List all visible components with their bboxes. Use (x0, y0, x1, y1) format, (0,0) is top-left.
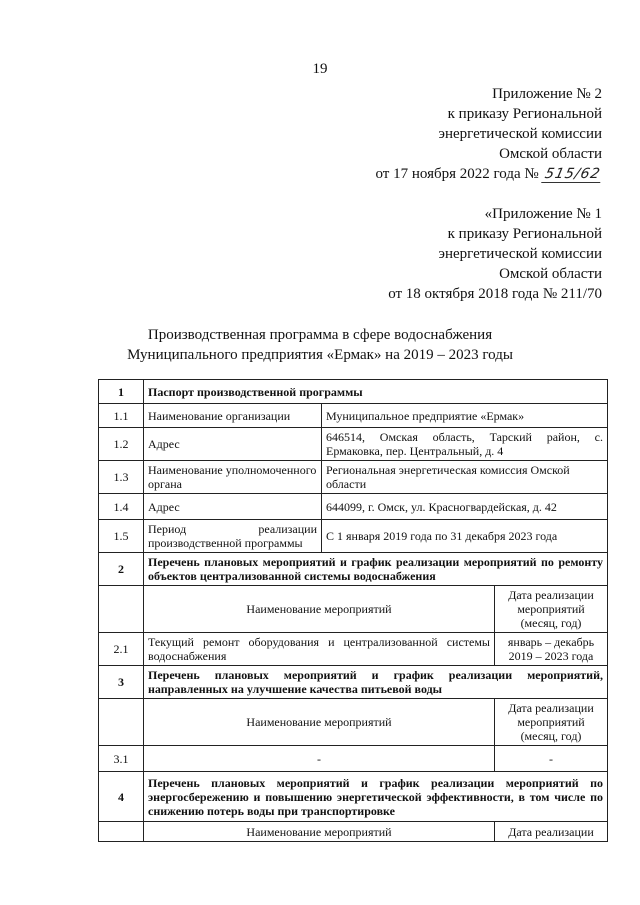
row-activity: - (144, 746, 495, 772)
table-row (99, 633, 608, 666)
row-value: С 1 января 2019 года по 31 декабря 2023 года (322, 520, 608, 553)
document-title (0, 325, 640, 365)
appendix-current-date-text: от 17 ноября 2022 года № (375, 166, 539, 182)
column-header-name: Наименование мероприятий (144, 586, 495, 633)
appendix-current-line1: Приложение № 2 (492, 86, 602, 102)
appendix-previous-line1: «Приложение № 1 (484, 206, 602, 222)
appendix-previous-line2: к приказу Региональной (447, 226, 602, 242)
appendix-current-date (376, 164, 603, 184)
section-1-row (99, 380, 608, 404)
appendix-current-line2: к приказу Региональной (447, 106, 602, 122)
section-title: Паспорт производственной программы (144, 380, 608, 404)
row-number: 1.2 (99, 428, 144, 461)
row-number: 1.3 (99, 461, 144, 494)
row-value: 646514, Омская область, Тарский район, с. Ермаковка, пер. Центральный, д. 4 (322, 428, 608, 461)
empty-cell (99, 699, 144, 746)
row-label: Адрес (144, 428, 322, 461)
empty-cell (99, 586, 144, 633)
column-header-row (99, 699, 608, 746)
row-number: 1.4 (99, 494, 144, 520)
row-label: Адрес (144, 494, 322, 520)
row-number: 1.1 (99, 404, 144, 428)
table-row (99, 461, 608, 494)
section-number: 3 (99, 666, 144, 699)
row-label: Наименование организации (144, 404, 322, 428)
handwritten-order-number: 515/62 (541, 166, 604, 183)
column-header-row (99, 586, 608, 633)
table-row (99, 520, 608, 553)
section-2-row (99, 553, 608, 586)
appendix-previous-line4: Омской области (499, 266, 602, 282)
row-value: Региональная энергетическая комиссия Омской области (322, 461, 608, 494)
row-number: 2.1 (99, 633, 144, 666)
column-header-name: Наименование мероприятий (144, 699, 495, 746)
document-title-line2: Муниципального предприятия «Ермак» на 2019 – 2023 годы (127, 347, 513, 363)
column-header-name: Наименование мероприятий (144, 822, 495, 842)
column-header-date: Дата реализации (495, 822, 608, 842)
appendix-previous-header (388, 204, 602, 304)
column-header-date: Дата реализации мероприятий (месяц, год) (495, 586, 608, 633)
section-number: 1 (99, 380, 144, 404)
appendix-current-line3: энергетической комиссии (438, 126, 602, 142)
section-title: Перечень плановых мероприятий и график реализации мероприятий по энергосбережению и повышению энергетической эффективности, в том числе по снижению потерь воды при транспортировке (144, 772, 608, 822)
appendix-current-line4: Омской области (499, 146, 602, 162)
row-number: 3.1 (99, 746, 144, 772)
row-number: 1.5 (99, 520, 144, 553)
production-program-table (98, 379, 608, 842)
table-row (99, 494, 608, 520)
appendix-previous-line3: энергетической комиссии (438, 246, 602, 262)
table-row (99, 404, 608, 428)
appendix-current-header (376, 84, 603, 184)
empty-cell (99, 822, 144, 842)
page-number: 19 (312, 61, 328, 77)
section-4-row (99, 772, 608, 822)
column-header-row (99, 822, 608, 842)
table-row (99, 746, 608, 772)
row-date: - (495, 746, 608, 772)
table-row (99, 428, 608, 461)
row-value: 644099, г. Омск, ул. Красногвардейская, д. 42 (322, 494, 608, 520)
section-number: 4 (99, 772, 144, 822)
row-label: Наименование уполномоченного органа (144, 461, 322, 494)
section-number: 2 (99, 553, 144, 586)
document-title-line1: Производственная программа в сфере водоснабжения (147, 327, 493, 343)
row-date: январь – декабрь 2019 – 2023 года (495, 633, 608, 666)
section-3-row (99, 666, 608, 699)
appendix-previous-date: от 18 октября 2018 года № 211/70 (388, 286, 602, 302)
row-value: Муниципальное предприятие «Ермак» (322, 404, 608, 428)
row-label: Период реализации производственной программы (144, 520, 322, 553)
section-title: Перечень плановых мероприятий и график реализации мероприятий, направленных на улучшение качества питьевой воды (144, 666, 608, 699)
column-header-date: Дата реализации мероприятий (месяц, год) (495, 699, 608, 746)
row-activity: Текущий ремонт оборудования и централизованной системы водоснабжения (144, 633, 495, 666)
section-title: Перечень плановых мероприятий и график реализации мероприятий по ремонту объектов централизованной системы водоснабжения (144, 553, 608, 586)
